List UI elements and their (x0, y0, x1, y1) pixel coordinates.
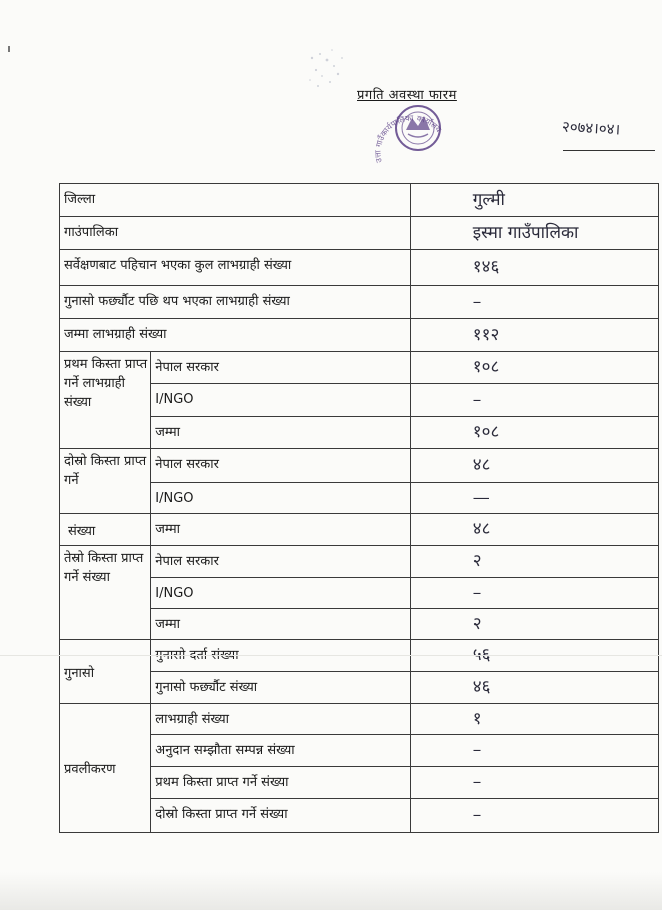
ink-smudge (292, 40, 362, 100)
paper-fold-line (0, 655, 662, 656)
mob-agreement-label: अनुदान सम्झौता सम्पन्न संख्या (151, 735, 410, 767)
total-beneficiaries-label: जम्मा लाभग्राही संख्या (60, 319, 411, 352)
scan-mark (8, 46, 10, 52)
second-ingo-label: I/NGO (151, 483, 410, 514)
first-total-label: जम्मा (151, 417, 410, 449)
grievance-registered-label: गुनासो दर्ता संख्या (151, 640, 410, 672)
third-total-label: जम्मा (151, 609, 410, 640)
first-total-value: १०८ (410, 417, 658, 449)
third-gov-value: २ (410, 546, 658, 578)
grievance-registered-value: ५६ (410, 640, 658, 672)
second-ingo-value: — (410, 483, 658, 514)
table-row (60, 352, 659, 384)
first-ingo-value: – (410, 384, 658, 417)
third-installment-group: तेस्रो किस्ता प्राप्त गर्ने संख्या (60, 546, 151, 640)
third-ingo-value: – (410, 578, 658, 609)
mob-first-installment-label: प्रथम किस्ता प्राप्त गर्ने संख्या (151, 767, 410, 799)
mob-beneficiaries-value: १ (410, 704, 658, 735)
table-row (60, 184, 659, 217)
grievance-resolved-label: गुनासो फर्छ्यौट संख्या (151, 672, 410, 704)
second-total-label: जम्मा (151, 514, 410, 546)
mob-second-installment-value: – (410, 799, 658, 833)
grievance-resolved-value: ४६ (410, 672, 658, 704)
mob-first-installment-value: – (410, 767, 658, 799)
mob-beneficiaries-label: लाभग्राही संख्या (151, 704, 410, 735)
table-row (60, 449, 659, 483)
table-row (60, 286, 659, 319)
progress-status-table (59, 183, 659, 833)
table-row (60, 319, 659, 352)
third-total-value: २ (410, 609, 658, 640)
handwritten-date: २०७४।०४। (561, 117, 621, 139)
second-gov-label: नेपाल सरकार (151, 449, 410, 483)
total-beneficiaries-value: ११२ (410, 319, 658, 352)
table-row (60, 217, 659, 250)
second-total-value: ४८ (410, 514, 658, 546)
mob-agreement-value: – (410, 735, 658, 767)
mob-second-installment-label: दोस्रो किस्ता प्राप्त गर्ने संख्या (151, 799, 410, 833)
second-gov-value: ४८ (410, 449, 658, 483)
rural-municipality-value: इस्मा गाउँपालिका (410, 217, 658, 250)
grievance-added-value: – (410, 286, 658, 319)
survey-beneficiaries-label: सर्वेक्षणबाट पहिचान भएका कुल लाभग्राही संख्या (60, 250, 411, 286)
third-ingo-label: I/NGO (151, 578, 410, 609)
form-title: प्रगति अवस्था फारम (357, 88, 457, 103)
date-underline (563, 150, 655, 151)
first-ingo-label: I/NGO (151, 384, 410, 417)
second-installment-count-label: संख्या (60, 514, 151, 546)
first-gov-label: नेपाल सरकार (151, 352, 410, 384)
scan-shadow (0, 872, 662, 910)
rural-municipality-label: गाउंपालिका (60, 217, 411, 250)
survey-beneficiaries-value: १४६ (410, 250, 658, 286)
third-gov-label: नेपाल सरकार (151, 546, 410, 578)
table-row (60, 546, 659, 578)
district-value: गुल्मी (410, 184, 658, 217)
svg-text:उत्ता गाउँकार्यपालिका कार्यालय: उत्ता गाउँकार्यपालिका कार्यालय (373, 113, 443, 164)
table-row (60, 250, 659, 286)
first-gov-value: १०८ (410, 352, 658, 384)
district-label: जिल्ला (60, 184, 411, 217)
grievance-added-label: गुनासो फर्छ्यौट पछि थप भएका लाभग्राही संख्या (60, 286, 411, 319)
first-installment-group: प्रथम किस्ता प्राप्त गर्ने लाभग्राही संख्या (60, 352, 151, 449)
mobilization-group: प्रवलीकरण (60, 704, 151, 833)
table-row (60, 514, 659, 546)
table-row (60, 704, 659, 735)
second-installment-group: दोस्रो किस्ता प्राप्त गर्ने (60, 449, 151, 514)
grievance-group: गुनासो (60, 640, 151, 704)
